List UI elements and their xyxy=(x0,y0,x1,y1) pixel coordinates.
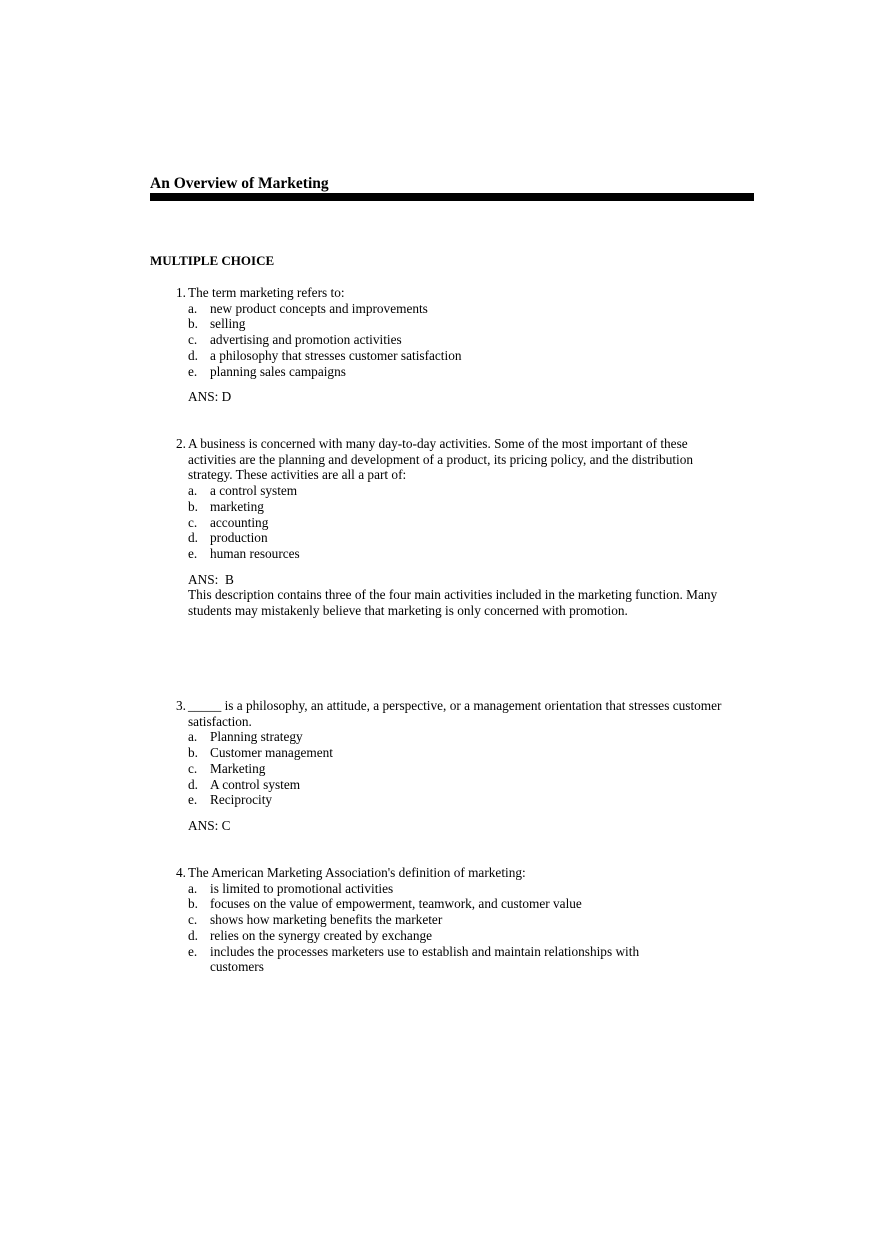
answer-options xyxy=(188,729,750,808)
option-text: is limited to promotional activities xyxy=(210,880,394,896)
option-letter: e. xyxy=(188,943,198,959)
question-number: 4. xyxy=(176,865,186,880)
question-text: The American Marketing Association's definition of marketing: xyxy=(188,865,526,880)
option-d xyxy=(188,928,750,944)
option-c xyxy=(188,912,750,928)
option-letter: d. xyxy=(188,927,198,943)
option-a xyxy=(188,301,750,317)
question-number: 1. xyxy=(176,285,186,300)
question-text: The term marketing refers to: xyxy=(188,285,345,300)
option-letter: c. xyxy=(188,332,198,348)
option-c xyxy=(188,515,750,531)
question-4 xyxy=(160,865,750,975)
option-a xyxy=(188,881,750,897)
option-text: Customer management xyxy=(210,745,333,761)
option-letter: b. xyxy=(188,896,198,912)
option-text: marketing xyxy=(210,498,264,514)
option-b xyxy=(188,316,750,332)
option-text: production xyxy=(210,530,268,546)
answer-key: ANS: B xyxy=(188,571,234,587)
option-text: selling xyxy=(210,316,246,332)
answer-options xyxy=(188,301,750,380)
option-letter: a. xyxy=(188,300,198,316)
option-text: a control system xyxy=(210,483,298,499)
option-letter: b. xyxy=(188,745,198,761)
option-b xyxy=(188,896,750,912)
option-a xyxy=(188,483,750,499)
section-heading: MULTIPLE CHOICE xyxy=(150,253,275,268)
option-d xyxy=(188,348,750,364)
option-text: Marketing xyxy=(210,760,266,776)
question-3 xyxy=(160,698,750,834)
option-b xyxy=(188,499,750,515)
option-letter: e. xyxy=(188,545,198,561)
option-text: relies on the synergy created by exchange xyxy=(210,927,433,943)
option-letter: c. xyxy=(188,912,198,928)
answer-key: ANS: D xyxy=(188,389,232,405)
option-letter: e. xyxy=(188,792,198,808)
option-text: advertising and promotion activities xyxy=(210,332,402,348)
option-text: planning sales campaigns xyxy=(210,363,346,379)
option-e xyxy=(188,364,750,380)
question-1 xyxy=(160,285,750,405)
question-number: 3. xyxy=(176,698,186,713)
page-title: An Overview of Marketing xyxy=(150,175,329,192)
option-e xyxy=(188,546,750,562)
title-rule xyxy=(150,193,754,201)
option-letter: e. xyxy=(188,363,198,379)
option-text: Reciprocity xyxy=(210,792,273,808)
option-letter: d. xyxy=(188,776,198,792)
option-text: Planning strategy xyxy=(210,729,303,745)
option-text: new product concepts and improvements xyxy=(210,300,428,316)
option-a xyxy=(188,729,750,745)
question-2 xyxy=(160,436,750,619)
option-d xyxy=(188,777,750,793)
option-letter: b. xyxy=(188,316,198,332)
answer-explanation: This description contains three of the four main activities included in the marketing function. Many students may mistakenly believe that marketing is only concerned with promotion. xyxy=(188,587,718,619)
option-c xyxy=(188,332,750,348)
answer-key: ANS: C xyxy=(188,817,231,833)
option-e xyxy=(188,792,750,808)
option-letter: c. xyxy=(188,514,198,530)
option-text: A control system xyxy=(210,776,301,792)
option-letter: c. xyxy=(188,760,198,776)
question-text: A business is concerned with many day-to-day activities. Some of the most important of these activities are the planning and development of a product, its pricing policy, and the distribution strategy. These activities are all a part of: xyxy=(188,436,694,483)
option-text: a philosophy that stresses customer satisfaction xyxy=(210,347,462,363)
option-letter: a. xyxy=(188,729,198,745)
answer-options xyxy=(188,881,750,975)
option-letter: d. xyxy=(188,347,198,363)
option-c xyxy=(188,761,750,777)
option-letter: a. xyxy=(188,880,198,896)
option-text: human resources xyxy=(210,545,300,561)
option-b xyxy=(188,745,750,761)
option-d xyxy=(188,530,750,546)
option-letter: a. xyxy=(188,483,198,499)
option-text: accounting xyxy=(210,514,269,530)
option-text: includes the processes marketers use to establish and maintain relationships with customers xyxy=(210,943,640,975)
option-e xyxy=(188,944,750,975)
option-text: shows how marketing benefits the marketer xyxy=(210,912,443,928)
question-text: _____ is a philosophy, an attitude, a perspective, or a management orientation that stresses customer satisfaction. xyxy=(188,698,722,729)
option-letter: d. xyxy=(188,530,198,546)
question-number: 2. xyxy=(176,436,186,451)
option-letter: b. xyxy=(188,498,198,514)
option-text: focuses on the value of empowerment, teamwork, and customer value xyxy=(210,896,582,912)
answer-options xyxy=(188,483,750,562)
